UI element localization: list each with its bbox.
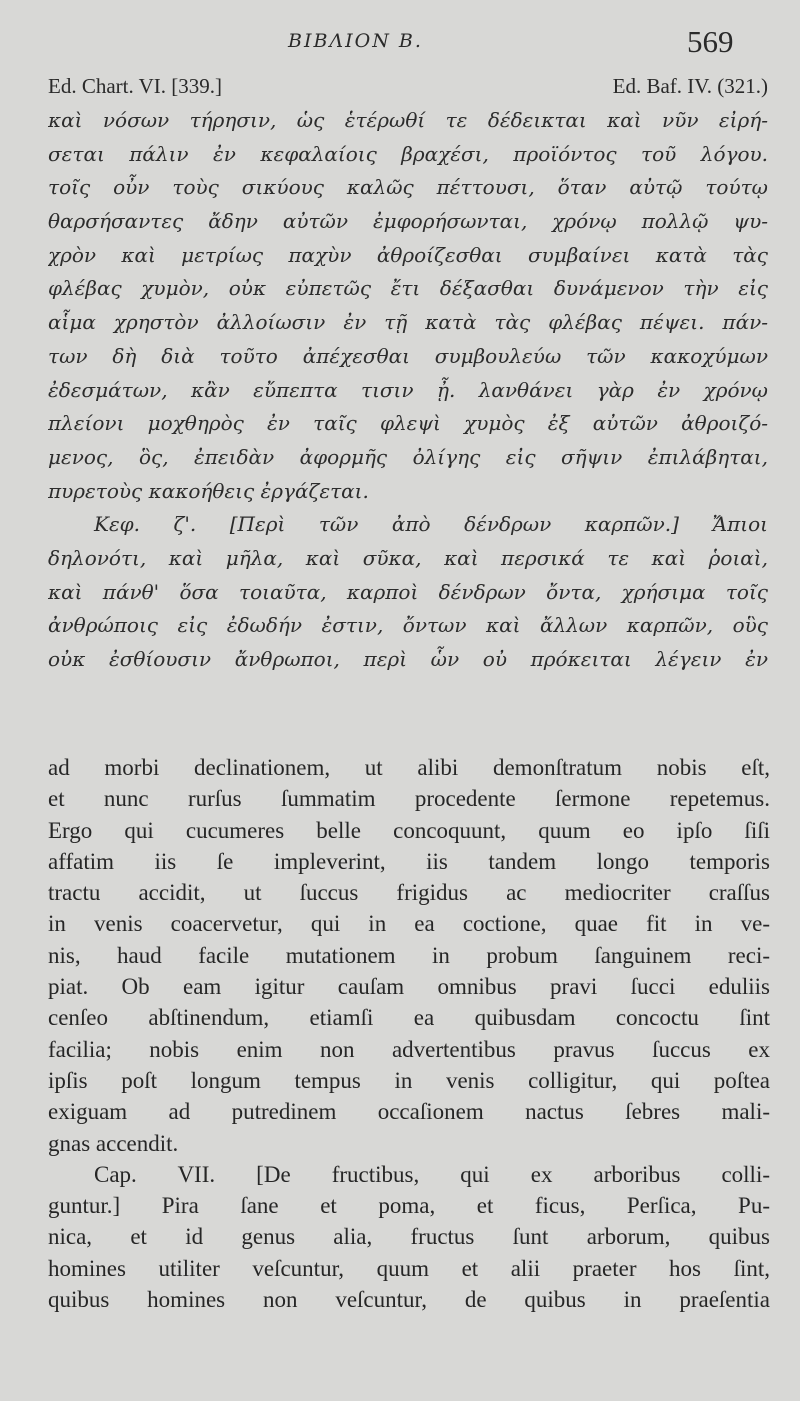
greek-line: καὶ νόσων τήρησιν, ὡς ἑτέρωθί τε δέδεικται καὶ νῦν εἰρή- <box>48 108 768 132</box>
greek-line: καὶ πάνθ' ὅσα τοιαῦτα, καρποὶ δένδρων ὄντα, χρήσιμα τοῖς <box>48 579 768 604</box>
greek-text-block <box>48 104 768 677</box>
latin-line: guntur.] Pira ſane et poma, et ficus, Perſica, Pu- <box>48 1193 770 1219</box>
latin-line: ad morbi declinationem, ut alibi demonſtratum nobis eſt, <box>48 755 770 780</box>
latin-line: gnas accendit. <box>48 1130 179 1156</box>
latin-line: nica, et id genus alia, fructus ſunt arborum, quibus <box>48 1224 770 1250</box>
greek-line: σεται πάλιν ἐν κεφαλαίοις βραχέσι, προϊόντος τοῦ λόγου. <box>48 141 768 166</box>
latin-line: et nunc rurſus ſummatim procedente ſermone repetemus. <box>48 786 770 812</box>
edition-chartier: Ed. Chart. VI. [339.] <box>48 74 222 98</box>
page-number: 569 <box>687 24 734 59</box>
greek-line: οὐκ ἐσθίουσιν ἄνθρωποι, περὶ ὧν οὐ πρόκειται λέγειν ἐν <box>48 647 768 671</box>
latin-line: exiguam ad putredinem occaſionem nactus ſebres mali- <box>48 1099 770 1125</box>
greek-line: ἀνθρώποις εἰς ἐδωδήν ἐστιν, ὄντων καὶ ἄλλων καρπῶν, οὓς <box>48 613 768 638</box>
greek-line: πλείονι μοχθηρὸς ἐν ταῖς φλεψὶ χυμὸς ἐξ αὐτῶν ἀθροιζό- <box>48 411 768 436</box>
latin-line: Ergo qui cucumeres belle concoquunt, quum eo ipſo ſiſi <box>48 817 770 843</box>
latin-line: cenſeo abſtinendum, etiamſi ea quibusdam concoctu ſint <box>48 1005 770 1031</box>
latin-line: facilia; nobis enim non advertentibus pravus ſuccus ex <box>48 1036 770 1062</box>
latin-line: quibus homines non veſcuntur, de quibus in praeſentia <box>48 1287 770 1313</box>
greek-chapter-heading-line: Κεφ. ζ'. [Περὶ τῶν ἀπὸ δένδρων καρπῶν.] Ἄπιοι <box>94 512 768 537</box>
greek-line: χρὸν καὶ μετρίως παχὺν ἀθροίζεσθαι συμβαίνει κατὰ τὰς <box>48 242 768 267</box>
latin-chapter-heading-line: Cap. VII. [De fructibus, qui ex arboribus colli- <box>94 1161 770 1187</box>
greek-line: φλέβας χυμὸν, οὐκ εὐπετῶς ἔτι δέξασθαι δυνάμενον τὴν εἰς <box>48 276 768 301</box>
greek-line: δηλονότι, καὶ μῆλα, καὶ σῦκα, καὶ περσικά τε καὶ ῥοιαὶ, <box>48 545 768 570</box>
greek-line: πυρετοὺς κακοήθεις ἐργάζεται. <box>48 478 369 503</box>
greek-line: τοῖς οὖν τοὺς σικύους καλῶς πέττουσι, ὅταν αὐτῷ τούτῳ <box>48 175 768 200</box>
edition-basel: Ed. Baf. IV. (321.) <box>612 74 768 98</box>
latin-line: in venis coacervetur, qui in ea coctione, quae fit in ve- <box>48 911 770 937</box>
edition-reference <box>48 74 768 102</box>
latin-text-block <box>48 752 770 1315</box>
greek-line: μενος, ὃς, ἐπειδὰν ἀφορμῆς ὀλίγης εἰς σῆψιν ἐπιλάβηται, <box>48 444 768 469</box>
greek-line: θαρσήσαντες ἄδην αὐτῶν ἐμφορήσωνται, χρόνῳ πολλῷ ψυ- <box>48 209 768 234</box>
running-title: ΒΙΒΛΙΟΝ Β. <box>288 30 423 52</box>
page-header <box>0 26 800 66</box>
latin-line: ipſis poſt longum tempus in venis colligitur, qui poſtea <box>48 1067 770 1093</box>
greek-line: ἐδεσμάτων, κἂν εὔπεπτα τισιν ᾖ. λανθάνει γὰρ ἐν χρόνῳ <box>48 377 768 402</box>
latin-line: nis, haud facile mutationem in probum ſanguinem reci- <box>48 942 770 968</box>
greek-line: αἷμα χρηστὸν ἀλλοίωσιν ἐν τῇ κατὰ τὰς φλέβας πέψει. πάν- <box>48 310 768 335</box>
latin-line: piat. Ob eam igitur cauſam omnibus pravi ſucci eduliis <box>48 974 770 1000</box>
latin-line: affatim iis ſe impleverint, iis tandem longo temporis <box>48 848 770 874</box>
latin-line: homines utiliter veſcuntur, quum et alii praeter hos ſint, <box>48 1255 770 1281</box>
latin-line: tractu accidit, ut ſuccus frigidus ac mediocriter craſſus <box>48 880 770 906</box>
greek-line: των δὴ διὰ τοῦτο ἀπέχεσθαι συμβουλεύω τῶν κακοχύμων <box>48 343 768 368</box>
